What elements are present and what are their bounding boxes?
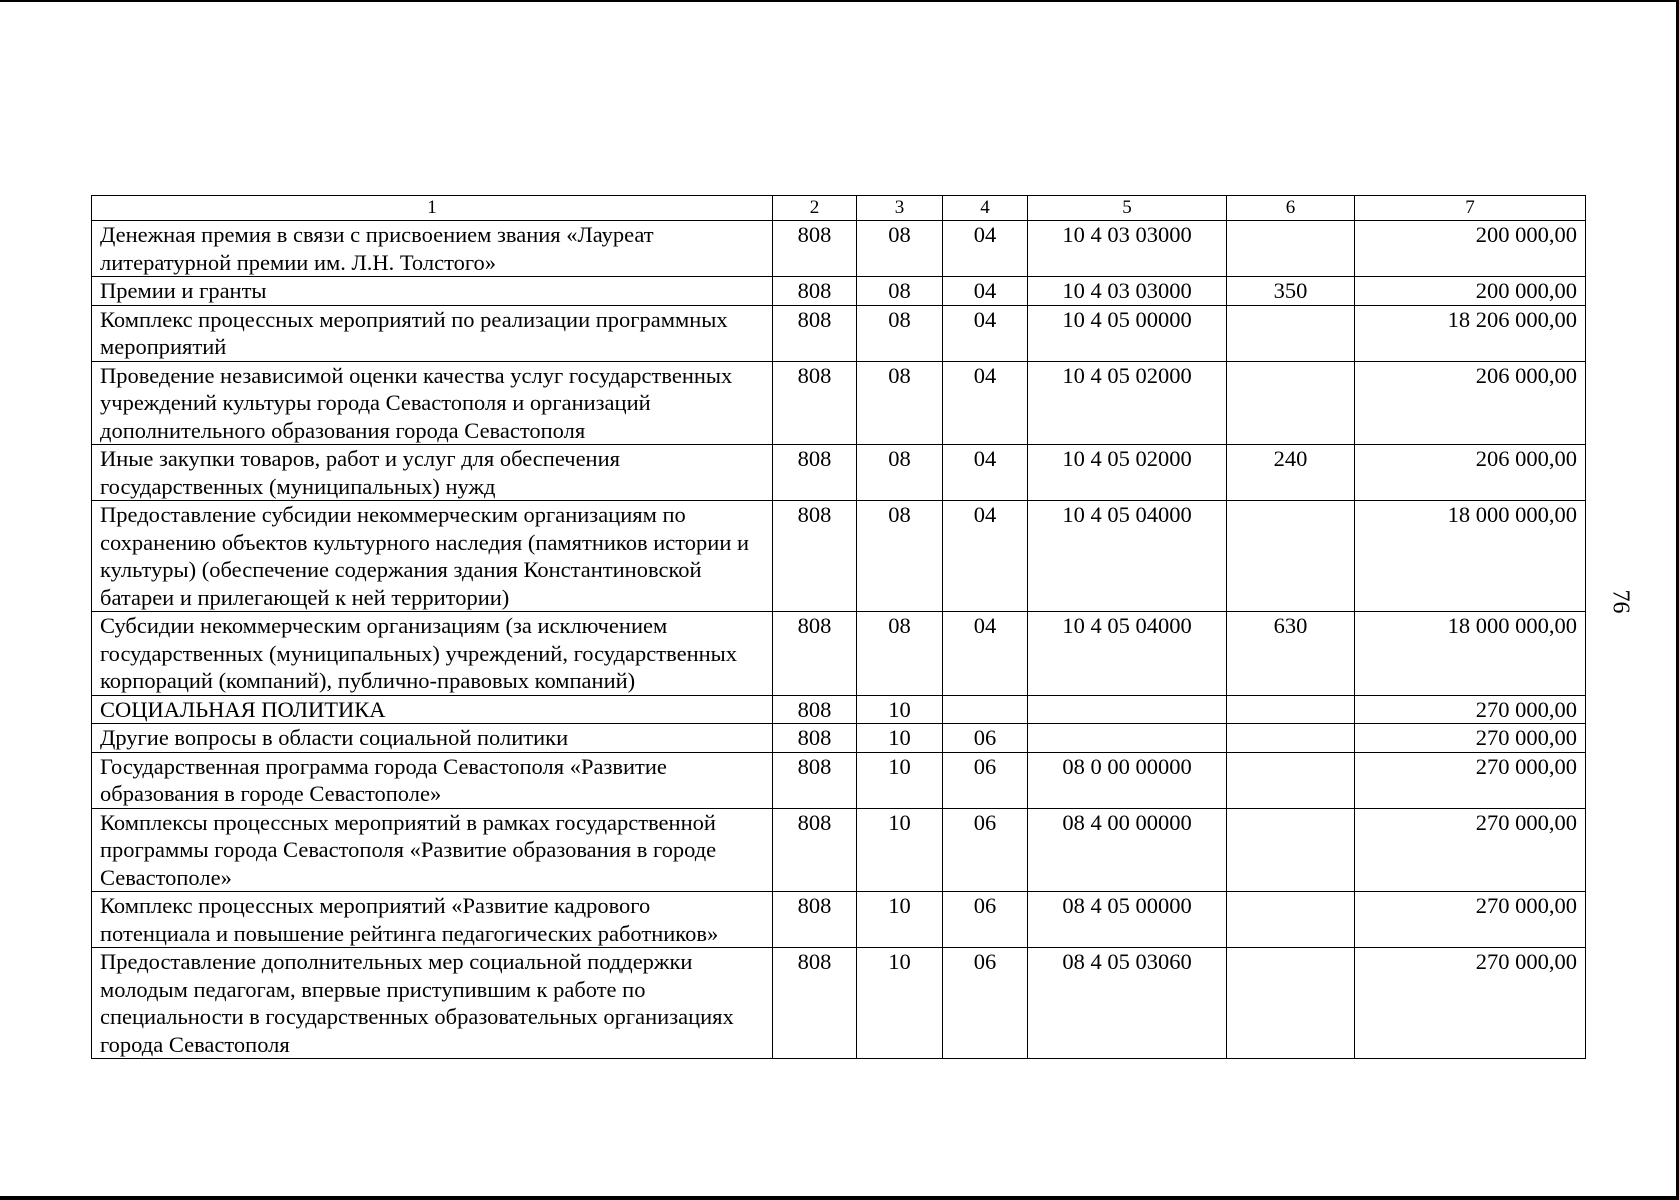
- row-sum-cell: 18 000 000,00: [1355, 501, 1586, 612]
- row-expense-type-cell: [1227, 752, 1355, 808]
- row-target-article-cell: 10 4 05 02000: [1028, 445, 1227, 501]
- table-body: [92, 196, 1586, 1059]
- table-row: [92, 445, 1586, 501]
- row-ved-cell: 808: [773, 221, 857, 277]
- row-expense-type-cell: 350: [1227, 277, 1355, 306]
- row-ved-cell: 808: [773, 948, 857, 1059]
- row-section-cell: 08: [857, 305, 943, 361]
- row-name-cell: Проведение независимой оценки качества услуг государственных учреждений культуры города Севастополя и организаций дополнительного образования города Севастополя: [92, 361, 773, 445]
- row-name-cell: Предоставление дополнительных мер социальной поддержки молодым педагогам, впервые приступившим к работе по специальности в государственных образовательных организациях города Севастополя: [92, 948, 773, 1059]
- row-section-cell: 10: [857, 752, 943, 808]
- row-section-cell: 10: [857, 948, 943, 1059]
- table-row: [92, 948, 1586, 1059]
- row-target-article-cell: 08 0 00 00000: [1028, 752, 1227, 808]
- row-expense-type-cell: [1227, 892, 1355, 948]
- row-target-article-cell: 08 4 05 03060: [1028, 948, 1227, 1059]
- row-subsection-cell: 06: [943, 892, 1028, 948]
- header-cell: 6: [1227, 196, 1355, 221]
- row-target-article-cell: 10 4 05 04000: [1028, 612, 1227, 696]
- row-name-cell: Денежная премия в связи с присвоением звания «Лауреат литературной премии им. Л.Н. Толстого»: [92, 221, 773, 277]
- row-expense-type-cell: [1227, 948, 1355, 1059]
- row-name-cell: Комплекс процессных мероприятий «Развитие кадрового потенциала и повышение рейтинга педагогических работников»: [92, 892, 773, 948]
- row-name-cell: Предоставление субсидии некоммерческим организациям по сохранению объектов культурного наследия (памятников истории и культуры) (обеспечение содержания здания Константиновской батареи и прилегающей к ней территории): [92, 501, 773, 612]
- row-sum-cell: 206 000,00: [1355, 445, 1586, 501]
- row-ved-cell: 808: [773, 612, 857, 696]
- row-sum-cell: 270 000,00: [1355, 724, 1586, 753]
- row-ved-cell: 808: [773, 808, 857, 892]
- row-sum-cell: 270 000,00: [1355, 892, 1586, 948]
- row-ved-cell: 808: [773, 277, 857, 306]
- table-row: [92, 361, 1586, 445]
- row-section-cell: 08: [857, 221, 943, 277]
- header-cell: 7: [1355, 196, 1586, 221]
- row-expense-type-cell: 240: [1227, 445, 1355, 501]
- row-subsection-cell: [943, 695, 1028, 724]
- page-edge-bottom: [0, 1196, 1679, 1200]
- header-cell: 1: [92, 196, 773, 221]
- row-section-cell: 10: [857, 892, 943, 948]
- row-sum-cell: 200 000,00: [1355, 221, 1586, 277]
- row-section-cell: 10: [857, 724, 943, 753]
- row-ved-cell: 808: [773, 892, 857, 948]
- row-ved-cell: 808: [773, 695, 857, 724]
- row-sum-cell: 270 000,00: [1355, 695, 1586, 724]
- row-sum-cell: 270 000,00: [1355, 752, 1586, 808]
- header-cell: 4: [943, 196, 1028, 221]
- header-cell: 2: [773, 196, 857, 221]
- row-section-cell: 08: [857, 612, 943, 696]
- row-target-article-cell: 08 4 05 00000: [1028, 892, 1227, 948]
- header-cell: 5: [1028, 196, 1227, 221]
- row-sum-cell: 200 000,00: [1355, 277, 1586, 306]
- page-edge-top: [0, 0, 1679, 2]
- row-expense-type-cell: 630: [1227, 612, 1355, 696]
- row-expense-type-cell: [1227, 695, 1355, 724]
- row-ved-cell: 808: [773, 445, 857, 501]
- row-name-cell: Комплекс процессных мероприятий по реализации программных мероприятий: [92, 305, 773, 361]
- row-target-article-cell: [1028, 724, 1227, 753]
- row-ved-cell: 808: [773, 361, 857, 445]
- row-expense-type-cell: [1227, 305, 1355, 361]
- row-subsection-cell: 04: [943, 612, 1028, 696]
- row-sum-cell: 206 000,00: [1355, 361, 1586, 445]
- row-expense-type-cell: [1227, 808, 1355, 892]
- table-header-row: [92, 196, 1586, 221]
- row-ved-cell: 808: [773, 724, 857, 753]
- row-name-cell: Другие вопросы в области социальной политики: [92, 724, 773, 753]
- row-subsection-cell: 04: [943, 305, 1028, 361]
- row-target-article-cell: 10 4 03 03000: [1028, 277, 1227, 306]
- row-subsection-cell: 06: [943, 752, 1028, 808]
- row-target-article-cell: 10 4 03 03000: [1028, 221, 1227, 277]
- table-row: [92, 724, 1586, 753]
- row-name-cell: СОЦИАЛЬНАЯ ПОЛИТИКА: [92, 695, 773, 724]
- budget-table: [91, 195, 1586, 1059]
- row-subsection-cell: 04: [943, 277, 1028, 306]
- row-expense-type-cell: [1227, 724, 1355, 753]
- row-sum-cell: 270 000,00: [1355, 808, 1586, 892]
- table-row: [92, 612, 1586, 696]
- row-subsection-cell: 04: [943, 501, 1028, 612]
- row-section-cell: 08: [857, 445, 943, 501]
- row-section-cell: 08: [857, 501, 943, 612]
- table-row: [92, 221, 1586, 277]
- row-subsection-cell: 06: [943, 724, 1028, 753]
- row-ved-cell: 808: [773, 752, 857, 808]
- table-row: [92, 752, 1586, 808]
- row-target-article-cell: 10 4 05 04000: [1028, 501, 1227, 612]
- row-section-cell: 10: [857, 808, 943, 892]
- row-subsection-cell: 04: [943, 221, 1028, 277]
- row-expense-type-cell: [1227, 361, 1355, 445]
- row-name-cell: Иные закупки товаров, работ и услуг для обеспечения государственных (муниципальных) нужд: [92, 445, 773, 501]
- table-row: [92, 277, 1586, 306]
- row-ved-cell: 808: [773, 501, 857, 612]
- table-row: [92, 808, 1586, 892]
- row-sum-cell: 18 000 000,00: [1355, 612, 1586, 696]
- row-sum-cell: 18 206 000,00: [1355, 305, 1586, 361]
- row-target-article-cell: [1028, 695, 1227, 724]
- row-target-article-cell: 10 4 05 00000: [1028, 305, 1227, 361]
- row-subsection-cell: 06: [943, 808, 1028, 892]
- row-section-cell: 10: [857, 695, 943, 724]
- table-row: [92, 305, 1586, 361]
- table-row: [92, 695, 1586, 724]
- page-number: 76: [1607, 589, 1634, 614]
- row-subsection-cell: 04: [943, 445, 1028, 501]
- row-expense-type-cell: [1227, 221, 1355, 277]
- row-ved-cell: 808: [773, 305, 857, 361]
- row-target-article-cell: 08 4 00 00000: [1028, 808, 1227, 892]
- row-section-cell: 08: [857, 277, 943, 306]
- row-subsection-cell: 04: [943, 361, 1028, 445]
- row-expense-type-cell: [1227, 501, 1355, 612]
- table-row: [92, 501, 1586, 612]
- table-row: [92, 892, 1586, 948]
- row-subsection-cell: 06: [943, 948, 1028, 1059]
- row-name-cell: Комплексы процессных мероприятий в рамках государственной программы города Севастополя «Развитие образования в городе Севастополе»: [92, 808, 773, 892]
- row-name-cell: Государственная программа города Севастополя «Развитие образования в городе Севастополе»: [92, 752, 773, 808]
- row-sum-cell: 270 000,00: [1355, 948, 1586, 1059]
- header-cell: 3: [857, 196, 943, 221]
- row-target-article-cell: 10 4 05 02000: [1028, 361, 1227, 445]
- row-name-cell: Премии и гранты: [92, 277, 773, 306]
- row-name-cell: Субсидии некоммерческим организациям (за исключением государственных (муниципальных) учреждений, государственных корпораций (компаний), публично-правовых компаний): [92, 612, 773, 696]
- row-section-cell: 08: [857, 361, 943, 445]
